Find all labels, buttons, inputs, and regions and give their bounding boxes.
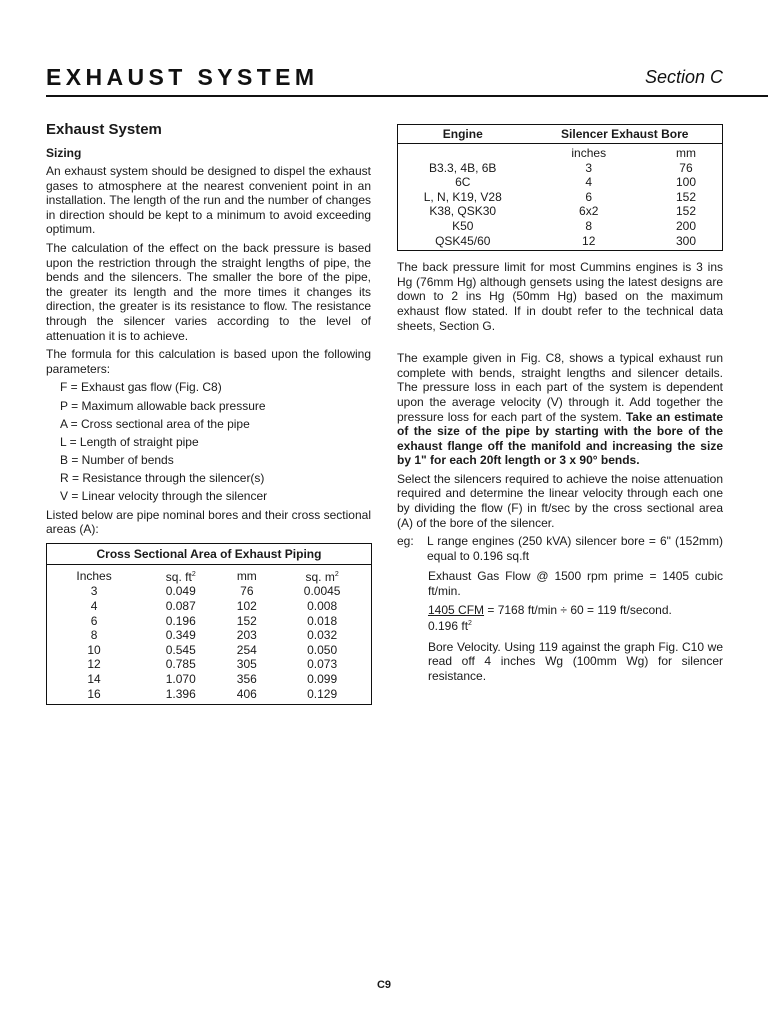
table-cell: 6x2: [579, 204, 599, 219]
bore-velocity: Bore Velocity. Using 119 against the graph Fig. C10 we read off 4 inches Wg (100mm Wg) for silencer resistance.: [428, 639, 723, 683]
table-cell: L, N, K19, V28: [423, 189, 502, 204]
page-number: C9: [376, 979, 392, 991]
table-row: [398, 161, 723, 176]
example-label: eg:: [397, 534, 414, 549]
table-row: [47, 672, 372, 687]
parameter-item: R = Resistance through the silencer(s): [60, 471, 265, 486]
parameter-item: L = Length of straight pipe: [60, 434, 199, 449]
engine-table-header: Engine: [398, 125, 528, 144]
table-cell: 14: [87, 671, 101, 686]
pipe-table-header: mm: [236, 568, 257, 583]
table-cell: 152: [675, 204, 696, 219]
table-cell: 300: [675, 233, 696, 248]
table-cell: K50: [452, 218, 474, 233]
table-cell: 356: [236, 671, 257, 686]
table-cell: 6: [585, 189, 593, 204]
left-column: [46, 121, 371, 705]
table-cell: 1.396: [165, 686, 196, 701]
table-cell: 12: [87, 657, 101, 672]
pipe-table-caption: Cross Sectional Area of Exhaust Piping: [47, 543, 372, 564]
table-cell: 6: [90, 613, 98, 628]
table-cell: 0.196: [165, 613, 196, 628]
table-cell: 0.785: [165, 657, 196, 672]
paragraph-calculation: The calculation of the effect on the back pressure is based upon the restriction through the straight lengths of pipe, the bends and the silencers. The smaller the bore of the pipe, the greater its length and the more times it changes its direction, the greater is its resistance to flow. The resistance through the silencer varies according to the level of attenuation it is to achieve.: [46, 240, 371, 343]
table-cell: K38, QSK30: [429, 204, 497, 219]
table-cell: 0.008: [307, 599, 338, 613]
example-block: [397, 534, 723, 569]
table-row: [47, 687, 372, 705]
table-cell: 76: [679, 160, 693, 175]
table-cell: 76: [240, 584, 254, 599]
velocity-calculation: 1405 CFM = 7168 ft/min ÷ 60 = 119 ft/second. 0.196 $ft^2$: [428, 602, 672, 634]
sizing-subheading: Sizing: [46, 146, 82, 160]
bold-instruction: Take an estimate of the size of the pipe by starting with the bore of the exhaust flange off the manifold and increasing the size by 1" for each 20ft length or 3 x 90° bends.: [397, 409, 723, 468]
table-cell: 0.349: [165, 628, 196, 643]
parameter-item: V = Linear velocity through the silencer: [60, 489, 268, 504]
table-cell: 6C: [455, 175, 471, 190]
table-cell: 0.0045: [303, 584, 341, 599]
parameter-list: [46, 380, 371, 504]
table-cell: 305: [236, 657, 257, 672]
paragraph-intro: An exhaust system should be designed to dispel the exhaust gases to atmosphere at the nearest convenient point in an installation. The length of the run and the number of changes in direction should be kept to a minimum to avoid exceeding optimum.: [46, 164, 371, 237]
table-cell: 4: [585, 175, 593, 190]
table-row: [47, 628, 372, 643]
pipe-table-header: sq. $ft^2$: [165, 569, 196, 584]
table-cell: B3.3, 4B, 6B: [429, 160, 497, 175]
table-cell: 0.032: [307, 628, 338, 643]
table-row: [398, 204, 723, 219]
section-heading: Exhaust System: [46, 121, 162, 138]
parameter-item: P = Maximum allowable back pressure: [60, 398, 266, 413]
table-row: [398, 219, 723, 234]
page-header-title: EXHAUST SYSTEM: [46, 64, 319, 90]
table-row: [47, 599, 372, 614]
table-cell: 10: [87, 642, 101, 657]
table-cell: 152: [236, 613, 257, 628]
paragraph-silencers: Select the silencers required to achieve the noise attenuation required and determine the linear velocity through each one by dividing the flow (F) in ft/sec by the cross sectional area (A) of the bore of the silencer.: [397, 471, 723, 530]
table-cell: 102: [236, 599, 257, 613]
table-cell: 0.545: [165, 642, 196, 657]
engine-table-header: Silencer Exhaust Bore: [528, 125, 723, 144]
section-label: Section C: [644, 67, 723, 87]
paragraph-example: The example given in Fig. C8, shows a typical exhaust run complete with bends, straight lengths and silencer details. The pressure loss in each part of the system is dependent upon the average velocity (V) through it. Add together the pressure loss for each part of the system. Take an estimate of the size of the pipe by starting with the bore of the exhaust flange off the manifold and increasing the size by 1" for each 20ft length or 3 x 90° bends.: [397, 351, 723, 468]
table-row: [47, 643, 372, 658]
table-cell: 3: [585, 160, 593, 175]
parameter-item: F = Exhaust gas flow (Fig. C8): [60, 380, 222, 395]
pipe-area-table: [46, 543, 372, 705]
table-cell: 8: [585, 218, 593, 233]
table-row: [47, 614, 372, 629]
table-cell: 4: [90, 599, 98, 613]
paragraph-back-pressure: The back pressure limit for most Cummins engines is 3 ins Hg (76mm Hg) although gensets using the latest designs are down to 2 ins Hg (50mm Hg) based on the maximum exhaust flow stated. If in doubt refer to the technical data sheets, Section G.: [397, 260, 723, 333]
pipe-table-body: [47, 584, 372, 704]
table-cell: 0.099: [307, 671, 338, 686]
pipe-table-header: sq. $m^2$: [305, 569, 339, 584]
paragraph-formula: The formula for this calculation is based upon the following parameters:: [46, 347, 371, 376]
table-cell: 200: [675, 218, 696, 233]
table-cell: 3: [90, 584, 98, 599]
table-cell: 0.049: [165, 584, 196, 599]
table-cell: 254: [236, 642, 257, 657]
table-row: [47, 657, 372, 672]
table-cell: 8: [90, 628, 98, 643]
engine-table-subheader: inches: [571, 146, 607, 160]
engine-table-subheader: mm: [675, 146, 696, 160]
table-row: [398, 175, 723, 190]
table-cell: 0.018: [307, 613, 338, 628]
table-cell: 203: [236, 628, 257, 643]
header-divider: [46, 95, 768, 97]
table-cell: 100: [675, 175, 696, 190]
table-row: [47, 584, 372, 599]
parameter-item: A = Cross sectional area of the pipe: [60, 416, 250, 431]
table-cell: 0.073: [307, 657, 338, 672]
right-column: [397, 124, 723, 688]
paragraph-pipe-bores: Listed below are pipe nominal bores and their cross sectional areas (A):: [46, 507, 371, 537]
table-row: [398, 190, 723, 205]
table-cell: 152: [675, 189, 696, 204]
table-cell: 406: [236, 686, 257, 701]
engine-silencer-table: [397, 124, 723, 251]
table-cell: 12: [582, 233, 596, 248]
table-cell: 0.087: [165, 599, 196, 613]
example-text: L range engines (250 kVA) silencer bore = 6" (152mm) equal to 0.196 sq.ft: [427, 534, 723, 563]
exhaust-gas-flow: Exhaust Gas Flow @ 1500 rpm prime = 1405 cubic ft/min.: [428, 569, 723, 599]
table-cell: 0.050: [307, 642, 338, 657]
table-row: [398, 234, 723, 251]
parameter-item: B = Number of bends: [60, 453, 174, 468]
table-cell: 16: [87, 686, 101, 701]
table-cell: 1.070: [165, 671, 196, 686]
pipe-table-header: Inches: [76, 568, 112, 583]
table-cell: 0.129: [307, 686, 338, 701]
table-cell: QSK45/60: [435, 233, 491, 248]
engine-table-body: [398, 161, 723, 251]
